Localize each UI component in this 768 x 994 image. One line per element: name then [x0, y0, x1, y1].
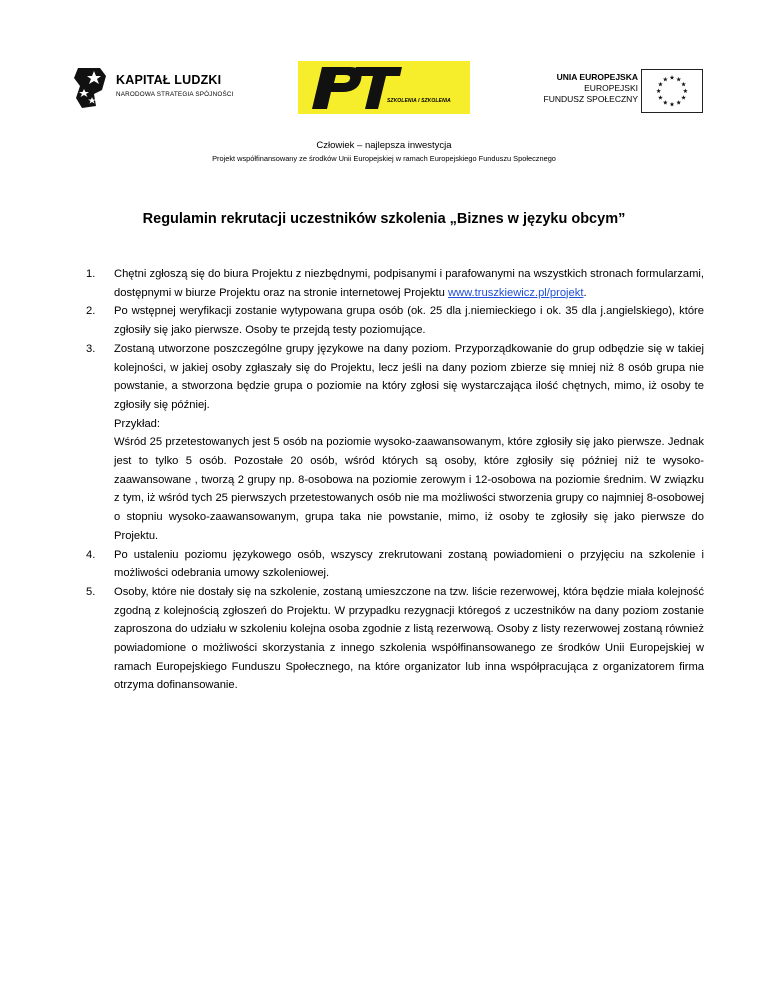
eu-flag-icon	[641, 69, 703, 113]
kapital-ludzki-title: KAPITAŁ LUDZKI	[116, 73, 222, 87]
rule-number: 1.	[86, 268, 96, 280]
pt-logo-tagline: SZKOLENIA I SZKOLENIA	[387, 98, 451, 104]
eu-star-icon	[663, 100, 668, 104]
rule-item-1	[64, 265, 704, 302]
rules-list	[64, 265, 704, 695]
rule-number: 3.	[86, 342, 96, 355]
pt-logo	[298, 61, 470, 114]
rule-text: Po ustaleniu poziomu językowego osób, wszyscy zrekrutowani zostaną powiadomieni o przyjęciu na szkolenie i możliwości odebrania umowy szkoleniowej.	[114, 548, 704, 580]
eu-line-3: FUNDUSZ SPOŁECZNY	[543, 94, 638, 104]
rule-text	[114, 265, 704, 302]
kapital-ludzki-emblem-icon	[72, 64, 110, 110]
rule-item-4	[64, 546, 704, 583]
eu-star-icon	[683, 89, 688, 93]
rule-text: Zostaną utworzone poszczególne grupy językowe na dany poziom. Przyporządkowanie do grup odbędzie się w takiej kolejności, w jakiej osoby zgłaszały się do Projektu, lecz jeśli na dany poziom zbierze się mniej niż 8 osób grupa nie powstanie, a stworzona będzie grupa o poziomie na który zgłosi się wystarczająca ilość chętnych, mimo, iż osoby te zgłosiły się później.	[114, 342, 704, 411]
eu-star-icon	[658, 95, 663, 99]
kapital-ludzki-subtitle: NARODOWA STRATEGIA SPÓJNOŚCI	[116, 91, 234, 98]
eu-star-icon	[658, 82, 663, 86]
eu-star-icon	[676, 77, 681, 81]
document-title: Regulamin rekrutacji uczestników szkolenia „Biznes w języku obcym”	[142, 211, 626, 227]
eu-star-icon	[681, 95, 686, 99]
eu-star-icon	[663, 77, 668, 81]
eu-star-icon	[681, 82, 686, 86]
kapital-ludzki-logo	[72, 64, 252, 110]
rule-item-2	[64, 302, 704, 339]
rule-text-before-link: Chętni zgłoszą się do biura Projektu z niezbędnymi, podpisanymi i parafowanymi na wszystkich stronach formularzami, dostępnymi w biurze Projektu oraz na stronie internetowej Projektu	[114, 268, 704, 299]
eu-star-icon	[656, 89, 661, 93]
rule-text: Osoby, które nie dostały się na szkolenie, zostaną umieszczone na tzw. liście rezerwowej, która będzie miała kolejność zgodną z kolejnością zgłoszeń do Projektu. W przypadku rezygnacji któregoś z uczestników na dany poziom zostanie zaproszona do udziału w szkoleniu kolejna osoba zgodnie z listą rezerwową. Osoby z listy rezerwowej zostaną również powiadomione o możliwości skorzystania z innego szkolenia współfinansowanego ze środków Unii Europejskiej w ramach Europejskiego Funduszu Społecznego, na które organizator lub inna współpracująca z organizatorem firma otrzyma dofinansowanie.	[114, 585, 704, 692]
eu-logo-text	[538, 72, 638, 105]
example-text: Wśród 25 przetestowanych jest 5 osób na poziomie wysoko-zaawansowanym, które zgłosiły się jako pierwsze. Jednak jest to tylko 5 osób. Pozostałe 20 osób, wśród których są osoby, które zgłosiły się później niż te wysoko-zaawansowane , tworzą 2 grupy np. 8-osobowa na poziomie zerowym i 12-osobowa na poziomie średnim. W związku z tym, iż wśród tych 25 pierwszych przetestowanych osób nie ma możliwości stworzenia grupy co najmniej 8-osobowej o stopniu wysoko-zaawansowanym, grupa taka nie powstanie, mimo, iż osoby te zgłosiły się jako pierwsze do Projektu.	[114, 436, 704, 542]
motto-line-2: Projekt współfinansowany ze środków Unii Europejskiej w ramach Europejskiego Funduszu Społecznego	[212, 154, 556, 163]
eu-line-2: EUROPEJSKI	[584, 83, 638, 93]
motto-line-1: Człowiek – najlepsza inwestycja	[316, 140, 452, 151]
rule-number: 4.	[86, 548, 96, 561]
pt-logo-letters-icon	[298, 61, 470, 114]
rule-number: 2.	[86, 305, 96, 318]
rule-number: 5.	[86, 585, 96, 598]
rule-text-after-link: .	[583, 286, 587, 299]
eu-star-icon	[670, 102, 675, 106]
rule-item-3	[64, 340, 704, 546]
eu-star-icon	[670, 75, 675, 79]
rule-item-5	[64, 583, 704, 695]
rule-text: Po wstępnej weryfikacji zostanie wytypowana grupa osób (ok. 25 dla j.niemieckiego i ok. 35 dla j.angielskiego), które zgłosiły się jako pierwsze. Osoby te przejdą testy poziomujące.	[114, 305, 704, 337]
eu-line-1: UNIA EUROPEJSKA	[556, 72, 638, 82]
example-label: Przykład:	[114, 417, 161, 430]
project-website-link[interactable]: www.truszkiewicz.pl/projekt	[447, 286, 584, 299]
eu-star-icon	[676, 100, 681, 104]
